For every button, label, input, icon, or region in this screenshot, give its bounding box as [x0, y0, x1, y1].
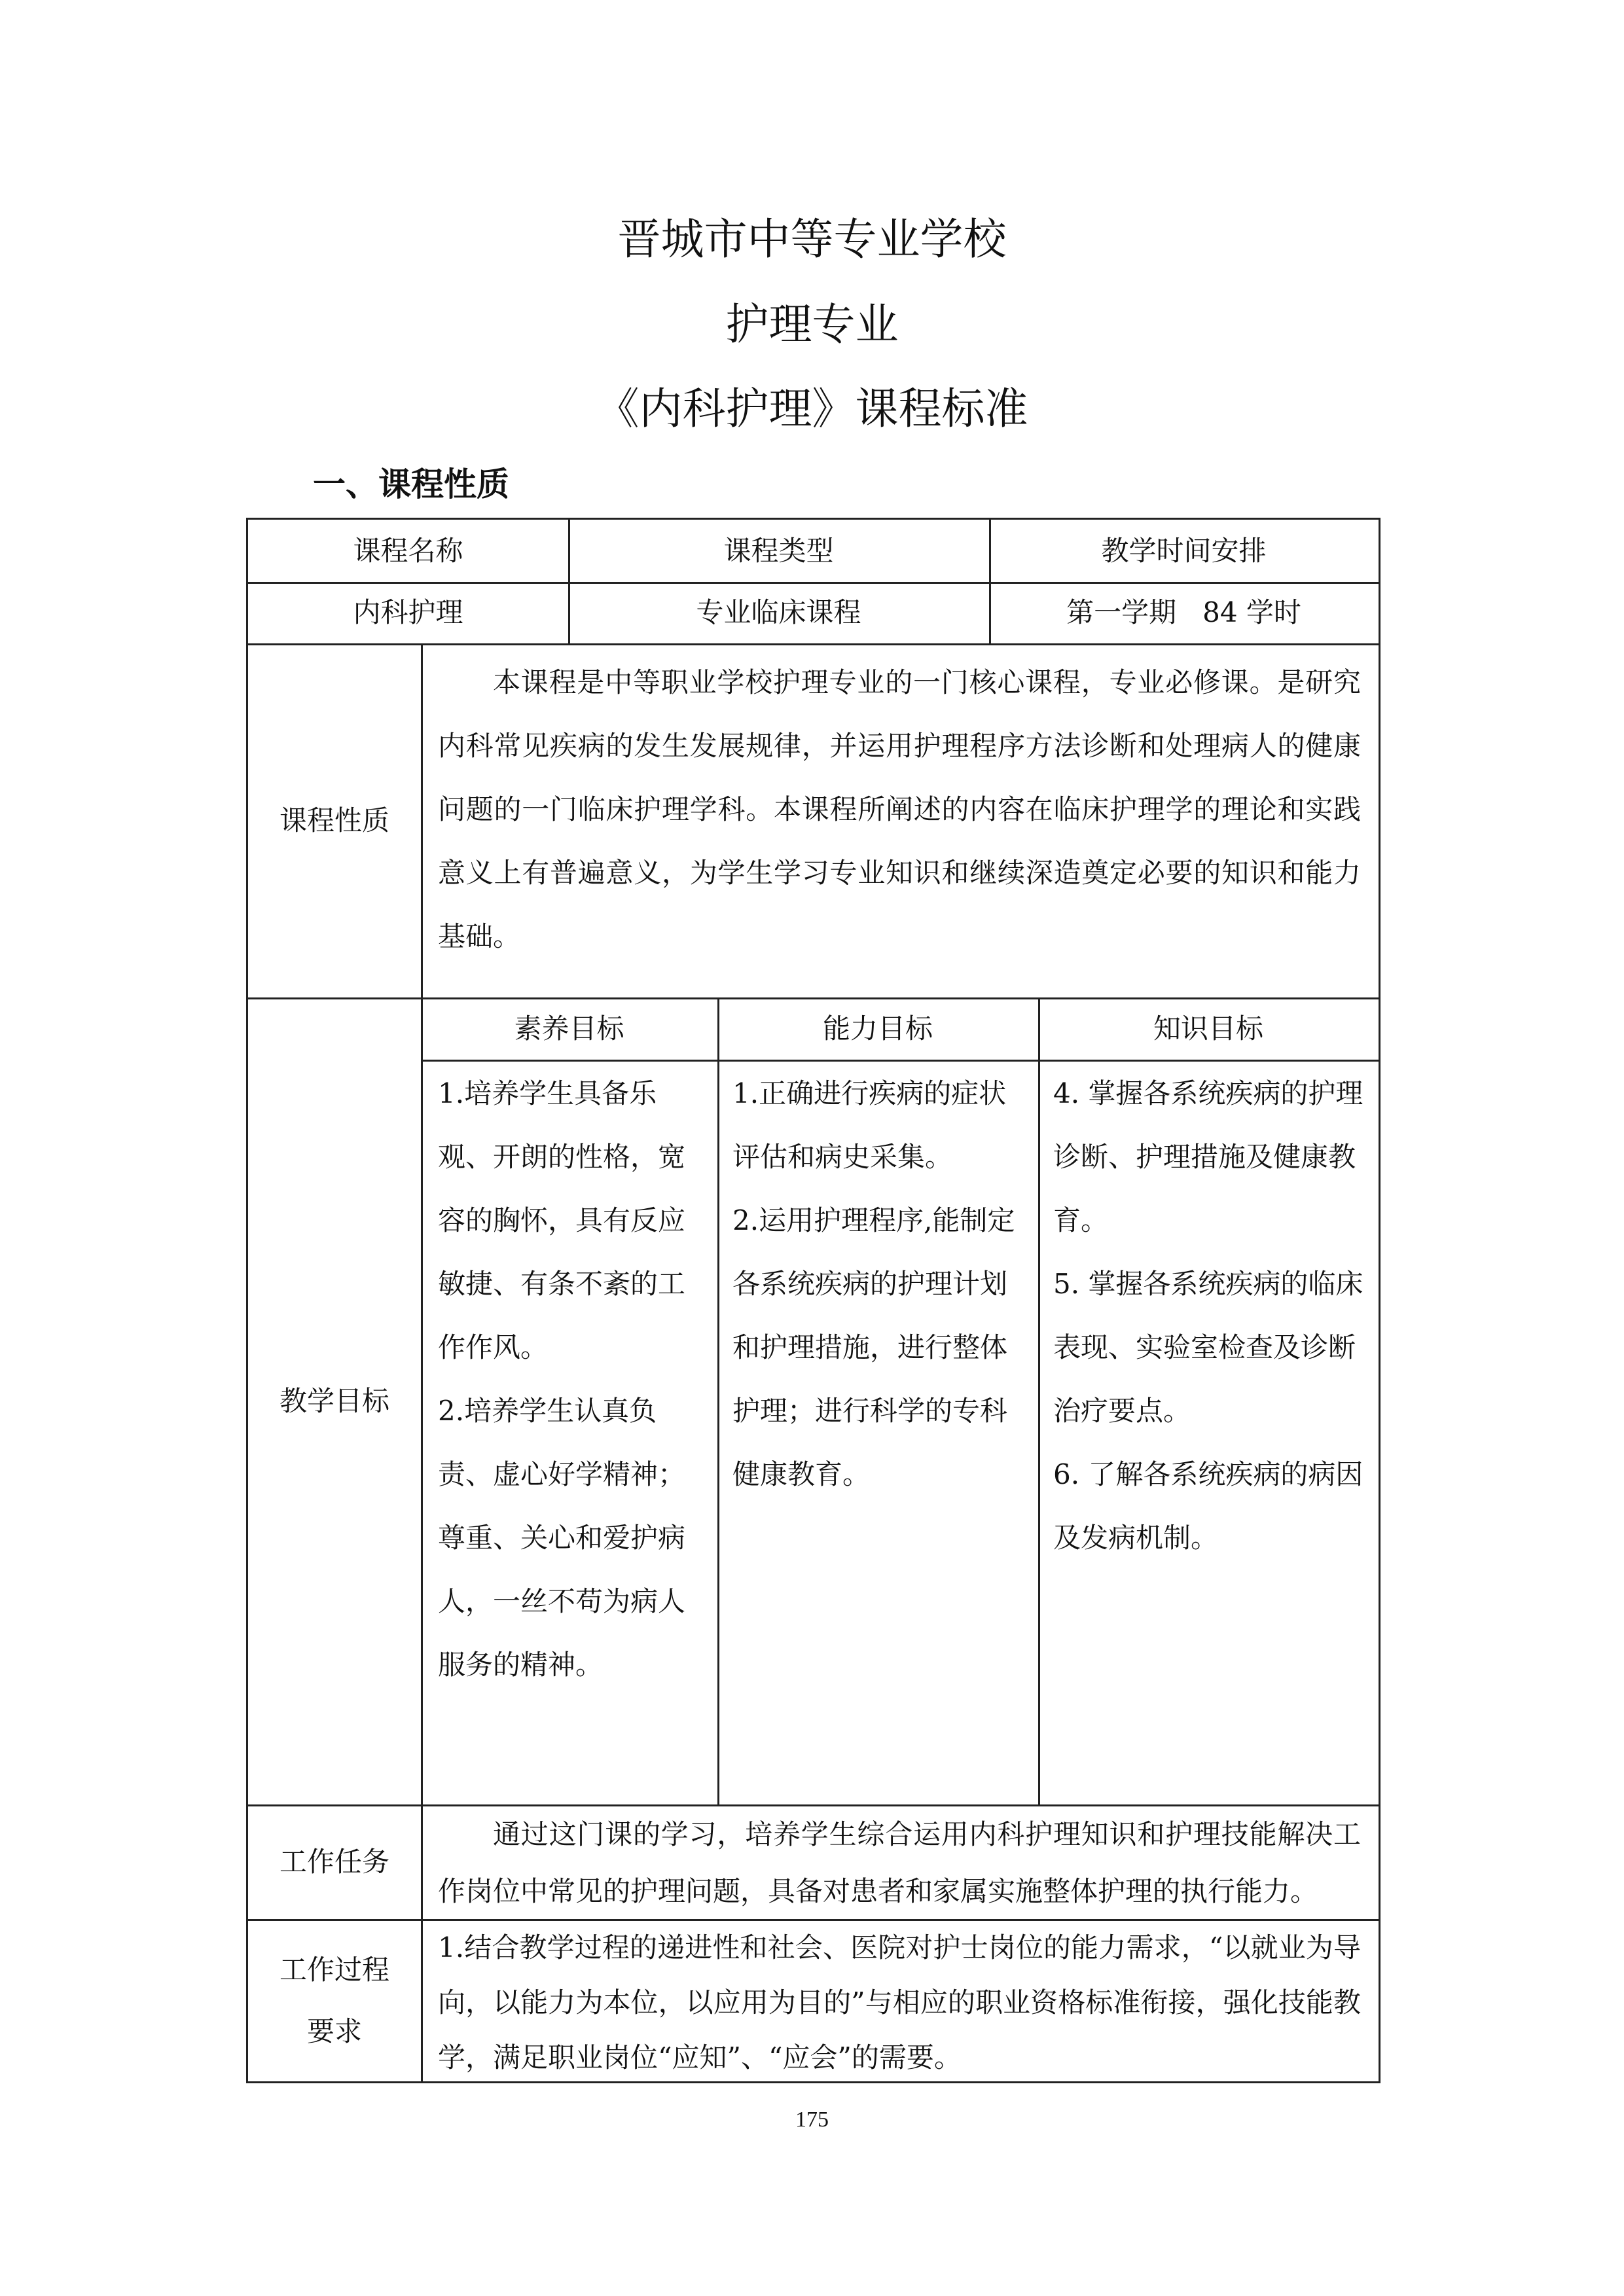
work-task-text: 通过这门课的学习，培养学生综合运用内科护理知识和护理技能解决工作岗位中常见的护理问题，具备对患者和家属实施整体护理的执行能力。: [438, 1818, 1361, 1907]
section-heading-course-nature: 一、课程性质: [313, 465, 509, 503]
page-number: 175: [795, 2108, 829, 2132]
course-info-table: [246, 518, 1380, 2083]
ability-objectives-list: [732, 1062, 1027, 1506]
header-course-type: 课程类型: [723, 534, 834, 567]
header-course-name: 课程名称: [353, 534, 463, 567]
course-nature-text: 本课程是中等职业学校护理专业的一门核心课程，专业必修课。是研究内科常见疾病的发生发展规律，并运用护理程序方法诊断和处理病人的健康问题的一门临床护理学科。本课程所阐述的内容在临床护理学的理论和实践意义上有普遍意义，为学生学习专业知识和继续深造奠定必要的知识和能力基础。: [438, 666, 1361, 952]
ability-objective-item: 1.正确进行疾病的症状评估和病史采集。: [732, 1077, 1007, 1173]
course-standard-title: 《内科护理》课程标准: [596, 384, 1028, 434]
school-title: 晋城市中等专业学校: [617, 214, 1007, 264]
header-ability-objectives: 能力目标: [822, 1012, 933, 1045]
work-process-text: 1.结合教学过程的递进性和社会、医院对护士岗位的能力需求，“以就业为导向，以能力为本位，以应用为目的”与相应的职业资格标准衔接，强化技能教学，满足职业岗位“应知”、“应会”的需要。: [438, 1931, 1361, 2073]
value-course-name: 内科护理: [353, 596, 463, 628]
ability-objective-item: 2.运用护理程序,能制定各系统疾病的护理计划和护理措施，进行整体护理；进行科学的专科健康教育。: [732, 1204, 1015, 1490]
major-title: 护理专业: [725, 299, 899, 350]
header-knowledge-objectives: 知识目标: [1153, 1012, 1263, 1045]
knowledge-objective-item: 6. 了解各系统疾病的病因及发病机制。: [1053, 1458, 1363, 1554]
label-teaching-objectives: 教学目标: [279, 1384, 389, 1417]
label-work-task: 工作任务: [279, 1845, 389, 1878]
header-quality-objectives: 素养目标: [514, 1012, 624, 1045]
knowledge-objective-item: 4. 掌握各系统疾病的护理诊断、护理措施及健康教育。: [1053, 1077, 1363, 1236]
value-course-type: 专业临床课程: [696, 596, 861, 628]
label-work-process-line2: 要求: [306, 2015, 362, 2047]
value-schedule: 第一学期 84 学时: [1066, 596, 1301, 628]
quality-objectives-list: [438, 1062, 706, 1696]
label-work-process: [248, 1919, 421, 2083]
label-work-process-line1: 工作过程: [279, 1954, 389, 1986]
quality-objective-item: 2.培养学生认真负责、虚心好学精神；尊重、关心和爱护病人，一丝不苟为病人服务的精神。: [438, 1395, 686, 1681]
quality-objective-item: 1.培养学生具备乐观、开朗的性格，宽容的胸怀，具有反应敏捷、有条不紊的工作作风。: [438, 1077, 686, 1363]
label-course-nature: 课程性质: [279, 804, 389, 836]
knowledge-objectives-list: [1053, 1062, 1367, 1570]
header-schedule: 教学时间安排: [1101, 534, 1267, 567]
knowledge-objective-item: 5. 掌握各系统疾病的临床表现、实验室检查及诊断治疗要点。: [1053, 1268, 1363, 1427]
